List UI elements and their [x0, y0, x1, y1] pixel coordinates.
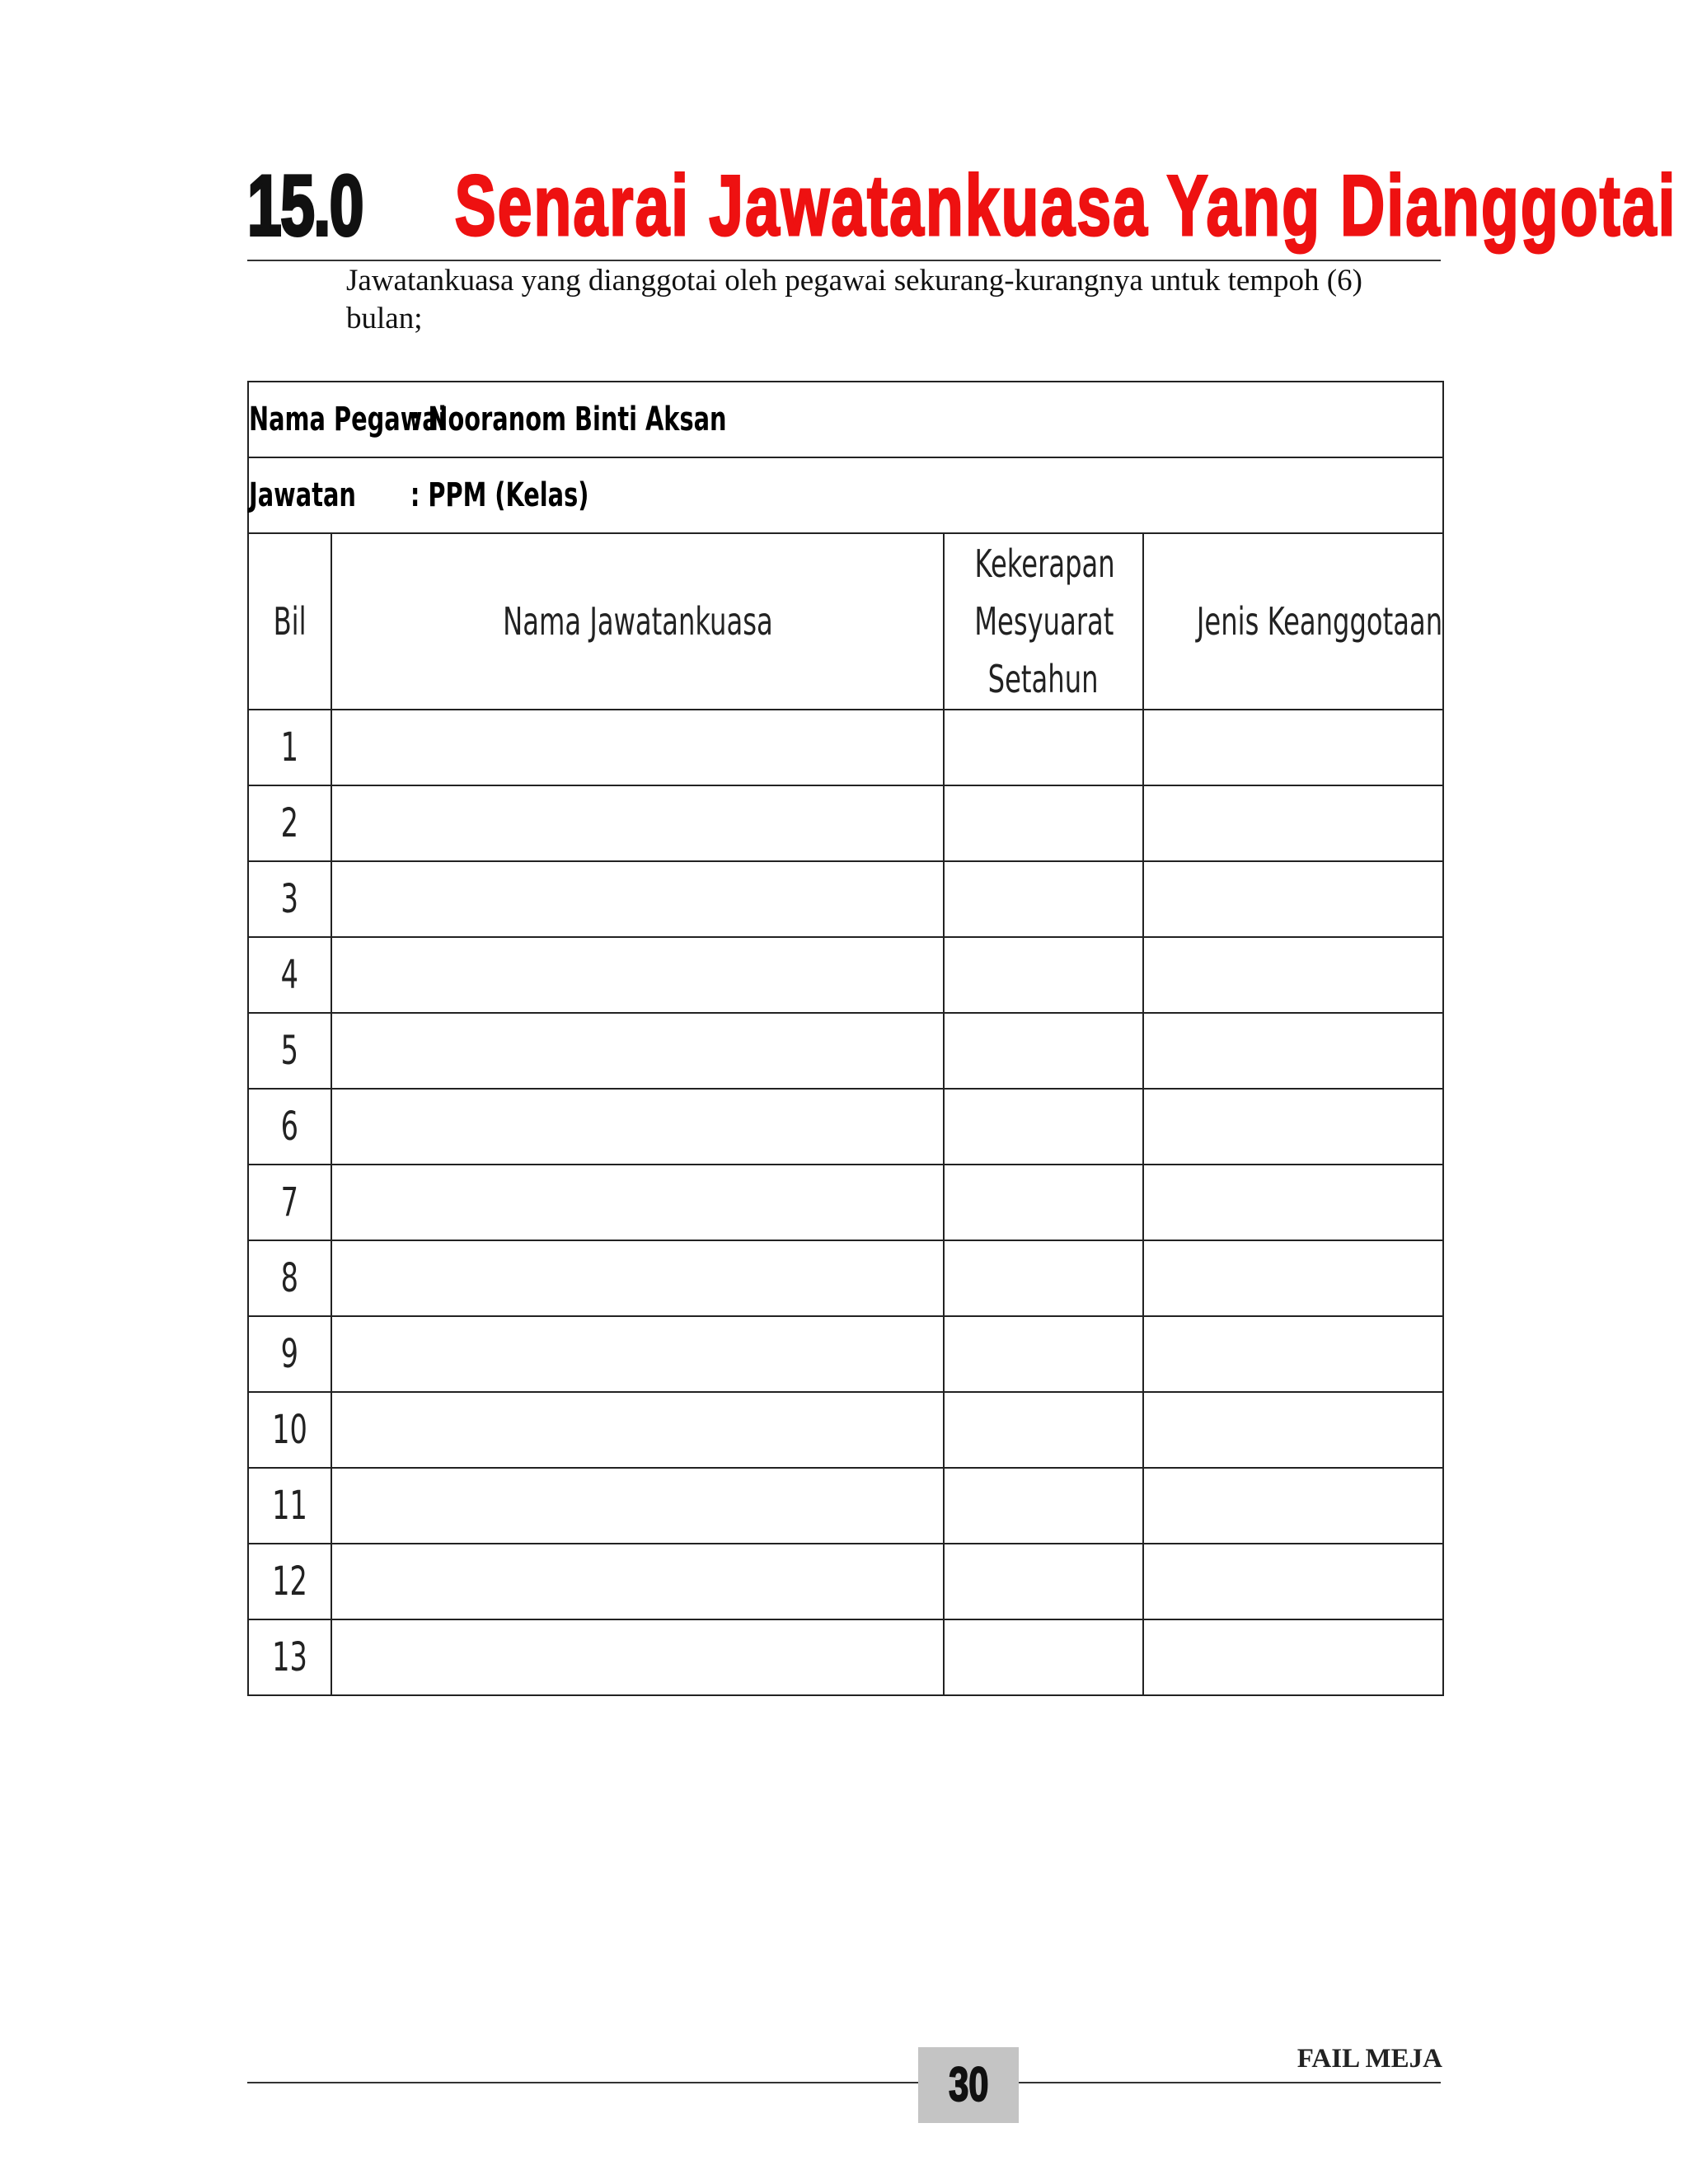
officer-name-value[interactable]: : Nooranom Binti Aksan: [410, 401, 727, 438]
meeting-frequency-cell[interactable]: [944, 1619, 1143, 1695]
footer-divider: [247, 2082, 1441, 2083]
meeting-frequency-cell[interactable]: [944, 710, 1143, 785]
meeting-frequency-cell[interactable]: [944, 785, 1143, 861]
row-number-cell: [248, 710, 331, 785]
membership-type-cell[interactable]: [1143, 710, 1443, 785]
table-row: [248, 710, 1443, 785]
table-row: [248, 1316, 1443, 1392]
committee-name-cell[interactable]: [331, 1619, 944, 1695]
row-number: 10: [272, 1407, 307, 1453]
row-number: 6: [280, 1104, 299, 1150]
membership-type-cell[interactable]: [1143, 1089, 1443, 1165]
meeting-frequency-cell[interactable]: [944, 937, 1143, 1013]
column-header-membership: Jenis Keanggotaan: [1143, 533, 1443, 710]
page-number-box: [918, 2047, 1019, 2123]
table-row: [248, 1165, 1443, 1240]
heading-divider: [247, 260, 1441, 261]
committee-name-cell[interactable]: [331, 1468, 944, 1544]
officer-name-label: Nama Pegawai: [249, 401, 447, 438]
row-number-cell: [248, 1468, 331, 1544]
committee-table: [247, 381, 1444, 1696]
row-number: 5: [280, 1028, 299, 1074]
membership-type-cell[interactable]: [1143, 1392, 1443, 1468]
meeting-frequency-cell[interactable]: [944, 1316, 1143, 1392]
row-number-cell: [248, 1240, 331, 1316]
row-number-cell: [248, 1013, 331, 1089]
table-row: [248, 1240, 1443, 1316]
meeting-frequency-cell[interactable]: [944, 1240, 1143, 1316]
meeting-frequency-cell[interactable]: [944, 1468, 1143, 1544]
column-header-committee: Nama Jawatankuasa: [331, 533, 944, 710]
row-number: 4: [280, 952, 299, 998]
table-row: [248, 1089, 1443, 1165]
committee-name-cell[interactable]: [331, 937, 944, 1013]
row-number-cell: [248, 785, 331, 861]
row-number-cell: [248, 937, 331, 1013]
section-title: Senarai Jawatankuasa Yang Dianggotai: [454, 158, 1677, 254]
membership-type-cell[interactable]: [1143, 1165, 1443, 1240]
row-number: 2: [280, 800, 299, 846]
table-header-row: [248, 533, 1443, 710]
officer-name-row: [248, 382, 1443, 457]
committee-name-cell[interactable]: [331, 710, 944, 785]
membership-type-cell[interactable]: [1143, 1316, 1443, 1392]
row-number-cell: [248, 1089, 331, 1165]
section-number: 15.0: [247, 158, 363, 254]
row-number: 1: [280, 724, 299, 771]
table-row: [248, 1619, 1443, 1695]
table-row: [248, 1468, 1443, 1544]
meeting-frequency-cell[interactable]: [944, 1544, 1143, 1619]
committee-name-cell[interactable]: [331, 785, 944, 861]
table-row: [248, 1544, 1443, 1619]
table-row: [248, 937, 1443, 1013]
committee-name-cell[interactable]: [331, 1392, 944, 1468]
row-number: 8: [280, 1255, 299, 1301]
table-row: [248, 1392, 1443, 1468]
row-number-cell: [248, 1392, 331, 1468]
membership-type-cell[interactable]: [1143, 1619, 1443, 1695]
meeting-frequency-cell[interactable]: [944, 1392, 1143, 1468]
committee-name-cell[interactable]: [331, 861, 944, 937]
table-row: [248, 1013, 1443, 1089]
committee-name-cell[interactable]: [331, 1316, 944, 1392]
committee-name-cell[interactable]: [331, 1089, 944, 1165]
column-header-bil: Bil: [248, 533, 331, 710]
committee-name-cell[interactable]: [331, 1165, 944, 1240]
table-row: [248, 785, 1443, 861]
meeting-frequency-cell[interactable]: [944, 1013, 1143, 1089]
meeting-frequency-cell[interactable]: [944, 1165, 1143, 1240]
footer-label: FAIL MEJA: [1296, 2044, 1442, 2074]
officer-post-row: [248, 457, 1443, 533]
row-number-cell: [248, 1544, 331, 1619]
page-number: 30: [948, 2058, 989, 2111]
meeting-frequency-cell[interactable]: [944, 861, 1143, 937]
row-number: 12: [272, 1558, 307, 1605]
membership-type-cell[interactable]: [1143, 1240, 1443, 1316]
row-number: 3: [280, 876, 299, 922]
row-number: 7: [280, 1179, 299, 1226]
membership-type-cell[interactable]: [1143, 1544, 1443, 1619]
section-heading: [247, 152, 1677, 260]
row-number: 11: [272, 1483, 307, 1529]
row-number-cell: [248, 1165, 331, 1240]
committee-name-cell[interactable]: [331, 1013, 944, 1089]
membership-type-cell[interactable]: [1143, 785, 1443, 861]
table-row: [248, 861, 1443, 937]
column-header-frequency: Kekerapan Mesyuarat Setahun: [944, 533, 1143, 710]
officer-post-label: Jawatan: [249, 476, 356, 514]
intro-paragraph: Jawatankuasa yang dianggotai oleh pegawai sekurang-kurangnya untuk tempoh (6) bulan;: [346, 264, 1362, 335]
row-number-cell: [248, 1316, 331, 1392]
officer-post-value[interactable]: : PPM (Kelas): [410, 476, 589, 514]
committee-name-cell[interactable]: [331, 1240, 944, 1316]
row-number: 13: [272, 1634, 307, 1680]
row-number-cell: [248, 861, 331, 937]
committee-name-cell[interactable]: [331, 1544, 944, 1619]
meeting-frequency-cell[interactable]: [944, 1089, 1143, 1165]
membership-type-cell[interactable]: [1143, 937, 1443, 1013]
row-number: 9: [280, 1331, 299, 1377]
membership-type-cell[interactable]: [1143, 1468, 1443, 1544]
row-number-cell: [248, 1619, 331, 1695]
membership-type-cell[interactable]: [1143, 861, 1443, 937]
membership-type-cell[interactable]: [1143, 1013, 1443, 1089]
